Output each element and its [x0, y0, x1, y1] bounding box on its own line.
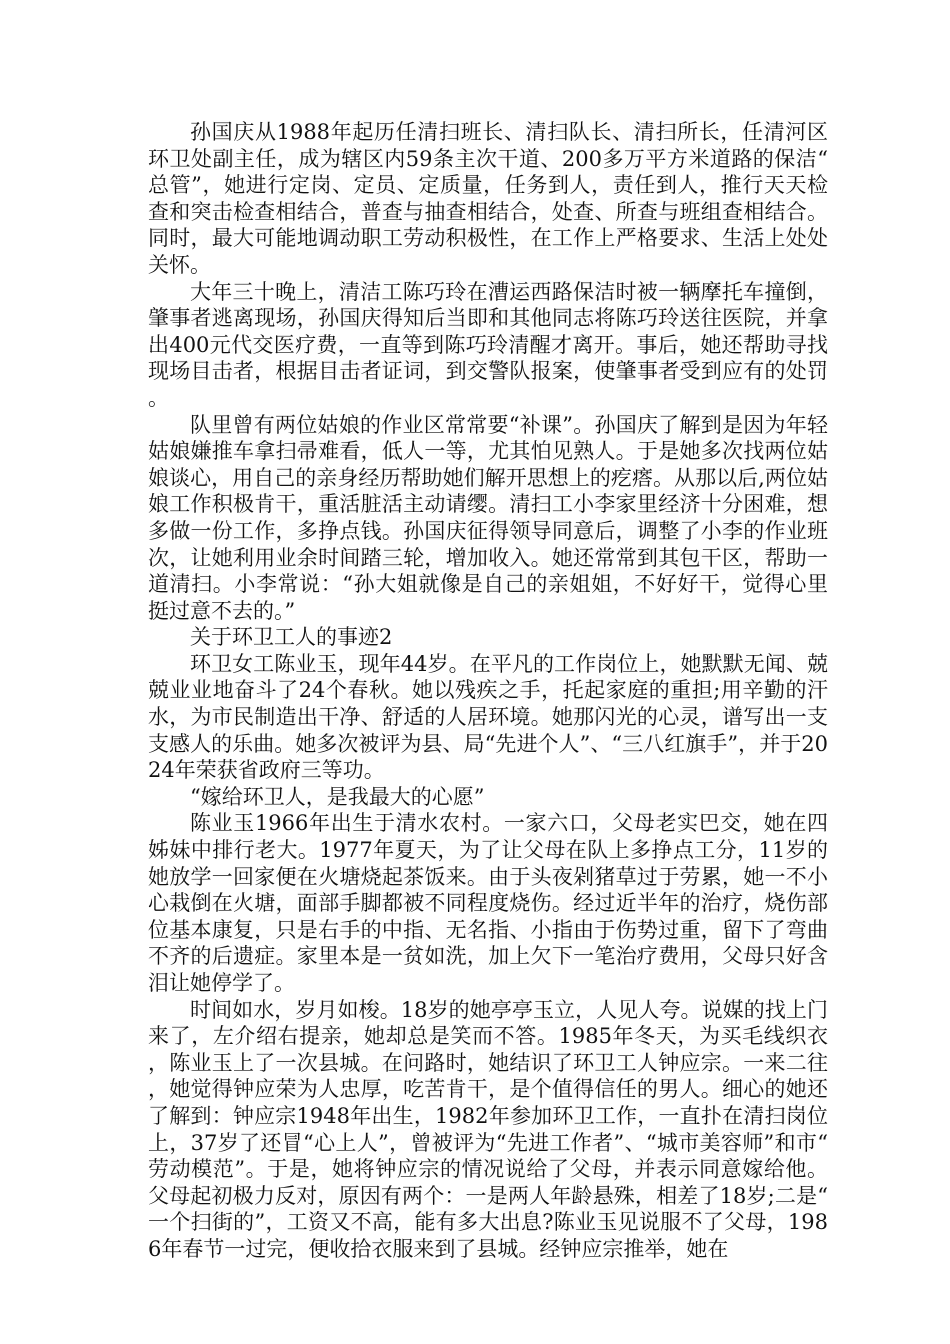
- paragraph-new-year-eve-accident: 大年三十晚上，清洁工陈巧玲在漕运西路保洁时被一辆摩托车撞倒，肇事者逃离现场，孙国庆得知后当即和其他同志将陈巧玲送往医院，并拿出400元代交医疗费，一直等到陈巧玲清醒才离开。事后，她还帮助寻找现场目击者，根据目击者证词，到交警队报案，使肇事者受到应有的处罚。: [148, 279, 828, 410]
- document-body: [148, 119, 828, 1263]
- paragraph-sun-guoqing-career: 孙国庆从1988年起历任清扫班长、清扫队长、清扫所长，任清河区环卫处副主任，成为辖区内59条主次干道、200多万平方米道路的保洁“总管”，她进行定岗、定员、定质量，任务到人，责任到人，推行天天检查和突击检查相结合，普查与抽查相结合，处查、所查与班组查相结合。同时，最大可能地调动职工劳动积极性，在工作上严格要求、生活上处处关怀。: [148, 120, 828, 277]
- paragraph-two-girls-and-xiao-li: 队里曾有两位姑娘的作业区常常要“补课”。孙国庆了解到是因为年轻姑娘嫌推车拿扫帚难看，低人一等，尤其怕见熟人。于是她多次找两位姑娘谈心，用自己的亲身经历帮助她们解开思想上的疙瘩。从那以后,两位姑娘工作积极肯干，重活脏活主动请缨。清扫工小李家里经济十分困难，想多做一份工作，多挣点钱。孙国庆征得领导同意后，调整了小李的作业班次，让她利用业余时间踏三轮，增加收入。她还常常到其包干区，帮助一道清扫。小李常说：“孙大姐就像是自己的亲姐姐，不好好干，觉得心里挺过意不去的。”: [148, 412, 828, 623]
- paragraph-childhood-injury: 陈业玉1966年出生于清水农村。一家六口，父母老实巴交，她在四姊妹中排行老大。1977年夏天，为了让父母在队上多挣点工分，11岁的她放学一回家便在火塘烧起茶饭来。由于头夜剁猪草过于劳累，她一不小心栽倒在火塘，面部手脚都被不同程度烧伤。经过近半年的治疗，烧伤部位基本康复，只是右手的中指、无名指、小指由于伤势过重，留下了弯曲不齐的后遗症。家里本是一贫如洗，加上欠下一笔治疗费用，父母只好含泪让她停学了。: [148, 811, 828, 995]
- paragraph-meeting-zhong-yingzong: 时间如水，岁月如梭。18岁的她亭亭玉立，人见人夸。说媒的找上门来了，左介绍右提亲，她却总是笑而不答。1985年冬天，为买毛线织衣，陈业玉上了一次县城。在问路时，她结识了环卫工人钟应宗。一来二往，她觉得钟应荣为人忠厚，吃苦肯干，是个值得信任的男人。细心的她还了解到：钟应宗1948年出生，1982年参加环卫工作，一直扑在清扫岗位上，37岁了还冒“心上人”，曾被评为“先进工作者”、“城市美容师”和市“劳动模范”。于是，她将钟应宗的情况说给了父母，并表示同意嫁给他。父母起初极力反对，原因有两个：一是两人年龄悬殊，相差了18岁;二是“一个扫街的”，工资又不高，能有多大出息?陈业玉见说服不了父母，1986年春节一过完，便收拾衣服来到了县城。经钟应宗推举，她在: [148, 997, 828, 1261]
- section-heading-story-2: 关于环卫工人的事迹2: [190, 625, 393, 650]
- paragraph-chen-yeyu-intro: 环卫女工陈业玉，现年44岁。在平凡的工作岗位上，她默默无闻、兢兢业业地奋斗了24个春秋。她以残疾之手，托起家庭的重担;用辛勤的汗水，为市民制造出干净、舒适的人居环境。她那闪光的心灵，谱写出一支支感人的乐曲。她多次被评为县、局“先进个人”、“三八红旗手”，并于2024年荣获省政府三等功。: [148, 651, 828, 783]
- subheading-marry-sanitation-worker: “嫁给环卫人，是我最大的心愿”: [190, 784, 485, 809]
